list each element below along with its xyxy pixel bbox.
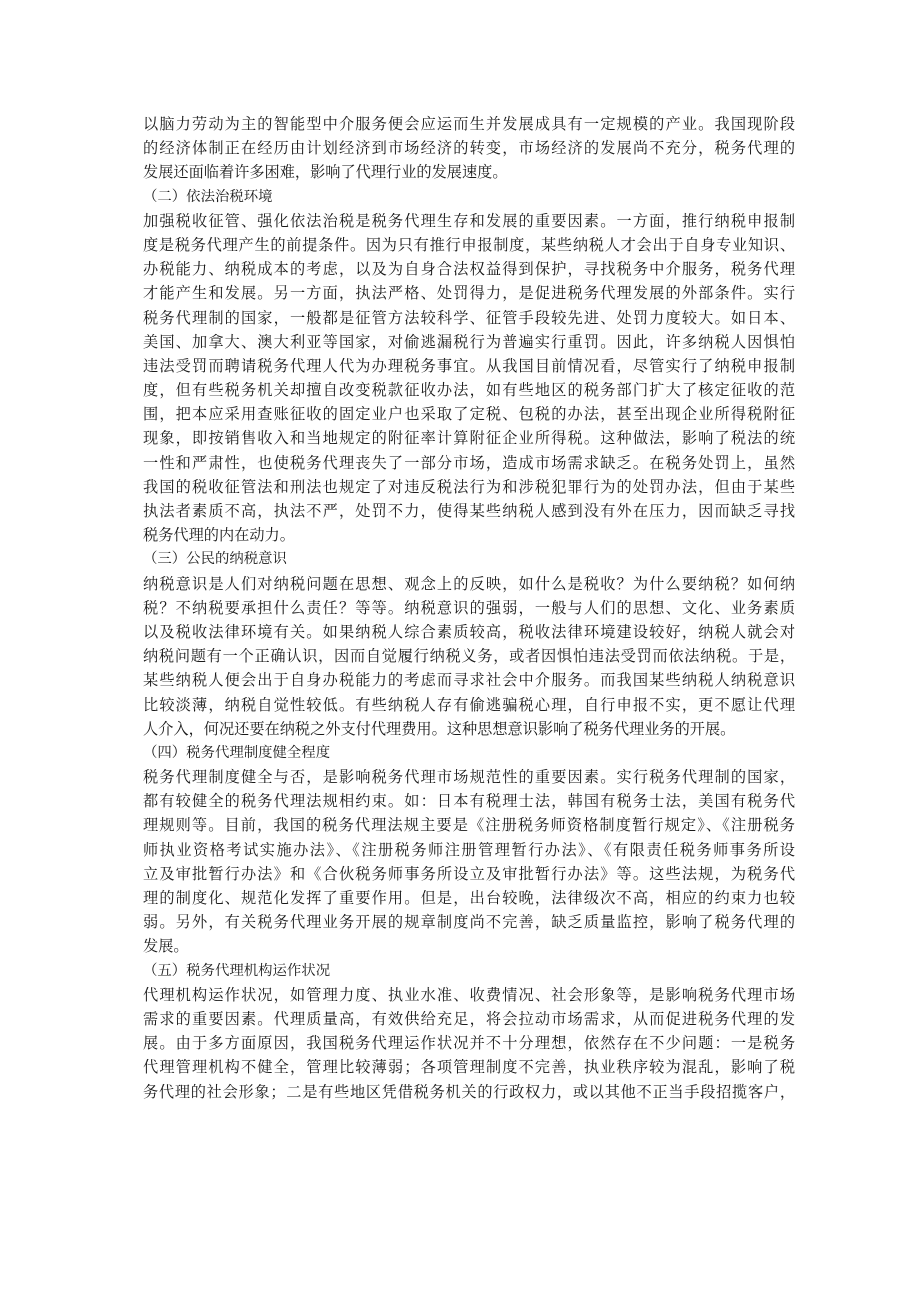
section-heading: （三）公民的纳税意识 — [143, 551, 287, 568]
paragraph-line: 度是税务代理产生的前提条件。因为只有推行申报制度，某些纳税人才会出于自身专业知识、 — [143, 235, 795, 254]
paragraph-line: 税？不纳税要承担什么责任？等等。纳税意识的强弱，一般与人们的思想、文化、业务素质 — [143, 598, 795, 617]
paragraph-line: 税务代理制度健全与否，是影响税务代理市场规范性的重要因素。实行税务代理制的国家， — [143, 768, 795, 787]
paragraph-line: 以脑力劳动为主的智能型中介服务便会应运而生并发展成具有一定规模的产业。我国现阶段 — [143, 115, 795, 133]
paragraph-line: 一性和严肃性，也使税务代理丧失了一部分市场，造成市场需求缺乏。在税务处罚上，虽然 — [143, 453, 795, 472]
paragraph-line: 都有较健全的税务代理法规相约束。如：日本有税理士法，韩国有税务士法，美国有税务代 — [143, 792, 795, 811]
paragraph-line: 纳税意识是人们对纳税问题在思想、观念上的反映，如什么是税收？为什么要纳税？如何纳 — [143, 574, 795, 593]
paragraph-line: 执法者素质不高，执法不严，处罚不力，使得某些纳税人感到没有外在压力，因而缺乏寻找 — [143, 502, 795, 520]
paragraph-line: 展。由于多方面原因，我国税务代理运作状况并不十分理想，依然存在不少问题：一是税务 — [143, 1034, 795, 1053]
paragraph-line: 的经济体制正在经历由计划经济到市场经济的转变，市场经济的发展尚不充分，税务代理的 — [143, 139, 795, 158]
paragraph-line: 人介入，何况还要在纳税之外支付代理费用。这种思想意识影响了税务代理业务的开展。 — [143, 719, 736, 738]
paragraph-line: 我国的税收征管法和刑法也规定了对违反税法行为和涉税犯罪行为的处罚办法，但由于某些 — [143, 477, 795, 496]
paragraph-line: 理的制度化、规范化发挥了重要作用。但是，出台较晚，法律级次不高，相应的约束力也较 — [143, 889, 795, 907]
paragraph-line: 办税能力、纳税成本的考虑，以及为自身合法权益得到保护，寻找税务中介服务，税务代理 — [143, 260, 795, 279]
section-heading: （五）税务代理机构运作状况 — [143, 962, 331, 979]
document-page — [143, 112, 795, 1104]
paragraph-line: 度，但有些税务机关却擅自改变税款征收办法，如有些地区的税务部门扩大了核定征收的范 — [143, 381, 795, 400]
paragraph-line: 师执业资格考试实施办法》、《注册税务师注册管理暂行办法》、《有限责任税务师事务所设 — [143, 840, 795, 859]
paragraph-line: 某些纳税人便会出于自身办税能力的考虑而寻求社会中介服务。而我国某些纳税人纳税意识 — [143, 671, 795, 690]
paragraph-line: 代理机构运作状况，如管理力度、执业水准、收费情况、社会形象等，是影响税务代理市场 — [143, 985, 795, 1004]
paragraph-line: 美国、加拿大、澳大利亚等国家，对偷逃漏税行为普遍实行重罚。因此，许多纳税人因惧怕 — [143, 332, 795, 351]
paragraph-line: 弱。另外，有关税务代理业务开展的规章制度尚不完善，缺乏质量监控，影响了税务代理的 — [143, 913, 795, 932]
paragraph-line: 理规则等。目前，我国的税务代理法规主要是《注册税务师资格制度暂行规定》、《注册税务 — [143, 816, 795, 835]
paragraph-line: 发展还面临着许多困难，影响了代理行业的发展速度。 — [143, 163, 508, 182]
paragraph-line: 违法受罚而聘请税务代理人代为办理税务事宜。从我国目前情况看，尽管实行了纳税申报制 — [143, 356, 795, 375]
paragraph-line: 加强税收征管、强化依法治税是税务代理生存和发展的重要因素。一方面，推行纳税申报制 — [143, 211, 795, 230]
paragraph-line: 立及审批暂行办法》和《合伙税务师事务所设立及审批暂行办法》等。这些法规，为税务代 — [143, 864, 795, 883]
paragraph-line: 纳税问题有一个正确认识，因而自觉履行纳税义务，或者因惧怕违法受罚而依法纳税。于是， — [143, 647, 795, 666]
paragraph-line: 才能产生和发展。另一方面，执法严格、处罚得力，是促进税务代理发展的外部条件。实行 — [143, 284, 795, 303]
paragraph-line: 现象，即按销售收入和当地规定的附征率计算附征企业所得税。这种做法，影响了税法的统 — [143, 429, 795, 448]
paragraph-line: 务代理的社会形象；二是有些地区凭借税务机关的行政权力，或以其他不正当手段招揽客户， — [143, 1082, 795, 1101]
paragraph-line: 比较淡薄，纳税自觉性较低。有些纳税人存有偷逃骗税心理，自行申报不实，更不愿让代理 — [143, 695, 795, 714]
paragraph-line: 税务代理的内在动力。 — [143, 526, 295, 545]
section-heading: （二）依法治税环境 — [143, 188, 273, 205]
paragraph-line: 围，把本应采用查账征收的固定业户也采取了定税、包税的办法，甚至出现企业所得税附征 — [143, 405, 795, 424]
paragraph-line: 税务代理制的国家，一般都是征管方法较科学、征管手段较先进、处罚力度较大。如日本、 — [143, 308, 795, 327]
paragraph-line: 发展。 — [143, 937, 189, 956]
section-heading: （四）税务代理制度健全程度 — [143, 744, 331, 761]
paragraph-line: 需求的重要因素。代理质量高，有效供给充足，将会拉动市场需求，从而促进税务代理的发 — [143, 1009, 795, 1028]
paragraph-line: 代理管理机构不健全，管理比较薄弱；各项管理制度不完善，执业秩序较为混乱，影响了税 — [143, 1058, 795, 1077]
paragraph-line: 以及税收法律环境有关。如果纳税人综合素质较高，税收法律环境建设较好，纳税人就会对 — [143, 622, 795, 641]
